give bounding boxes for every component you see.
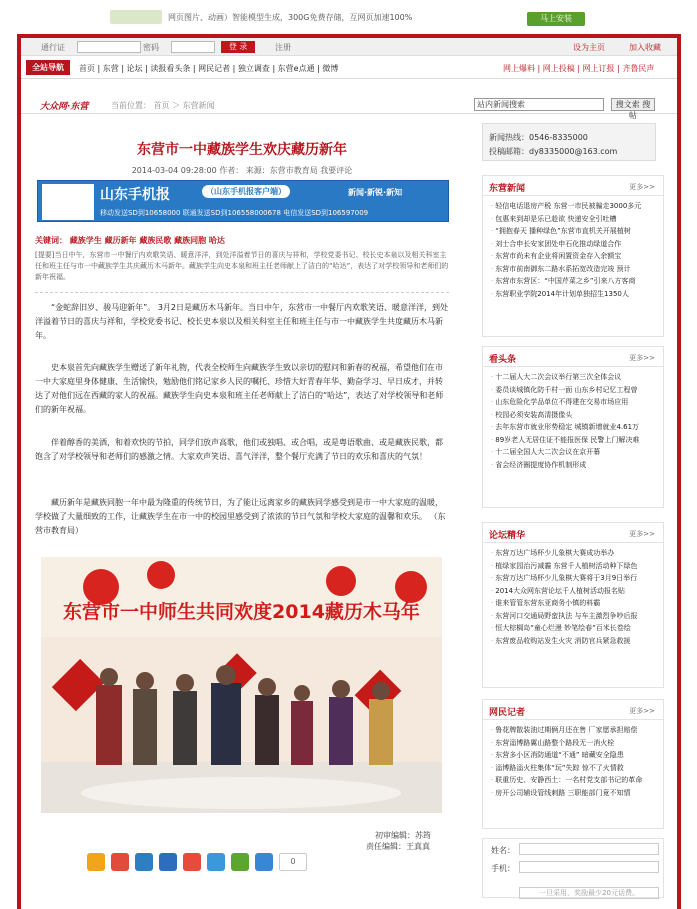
banner-title: 山东手机报 — [100, 187, 170, 203]
news-item[interactable]: · 东营万达广场杯少儿象棋大赛成功举办 — [491, 547, 655, 560]
sidebar-box-citizen-reporter — [482, 699, 664, 829]
tencent-weibo-share-icon[interactable] — [135, 853, 153, 871]
sidebar-box-forum — [482, 522, 664, 688]
news-item[interactable]: · “拥抱春天 播种绿色”东营市直机关开展植树 — [491, 225, 655, 238]
sidebar-box-headlines — [482, 346, 664, 508]
kaixin-share-icon[interactable] — [183, 853, 201, 871]
news-hotline: 新闻热线：0546-8335000 — [489, 133, 588, 142]
news-item[interactable]: · 89岁老人无居住证不能报医保 民警上门解决难 — [491, 434, 655, 447]
login-bar — [21, 38, 677, 56]
pengyou-share-icon[interactable] — [207, 853, 225, 871]
photo-graphic — [41, 557, 442, 813]
news-item[interactable]: · 东营废品收购站发生火灾 消防官兵紧急救援 — [491, 635, 655, 648]
news-item[interactable]: · 东营河口交通局野蛮执法 与车主激烈争吵后报 — [491, 610, 655, 623]
box-title: 东营新闻 — [489, 184, 526, 194]
news-item[interactable]: · 东营多小区消防通道“不通” 暗藏安全隐患 — [491, 749, 655, 762]
submission-email[interactable]: 投稿邮箱：dy8335000@163.com — [489, 147, 618, 156]
phone-input[interactable] — [519, 861, 659, 873]
douban-share-icon[interactable] — [231, 853, 249, 871]
news-item[interactable]: · 东营市尚未有企业将闲置资金存入余额宝 — [491, 250, 655, 263]
news-item[interactable]: · 2014大众网东营论坛千人植树活动报名贴 — [491, 585, 655, 598]
article-photo — [41, 557, 442, 813]
news-item[interactable]: · 校园必须安装高清摄像头 — [491, 409, 655, 422]
news-item[interactable]: · 东营市东营区：“中国芹菜之乡”引来八方客商 — [491, 275, 655, 288]
name-input[interactable] — [519, 843, 659, 855]
nav-items[interactable]: 首页 | 东营 | 论坛 | 读报看头条 | 网民记者 | 独立调查 | 东营e点通 | 微博 — [79, 64, 339, 73]
banner-tag: （山东手机报客户端） — [202, 185, 290, 198]
banner-phone-image — [42, 184, 94, 220]
article-paragraph: 伴着醇香的美酒，和着欢快的节拍，同学们放声高歌，他们或独唱、或合唱，或是粤语歌曲、或是藏族民歌，都饱含了对学校领导和老师们的感激之情。大家欢声笑语、喜气洋洋，整个餐厅充满了节日的欢乐和喜庆的气氛！ — [35, 438, 443, 461]
banner-slogan: 新闻·新锐·新知 — [348, 188, 403, 197]
mobile-paper-banner[interactable] — [37, 180, 449, 222]
breadcrumb-bar — [21, 96, 677, 120]
article-summary: [提要]当日中午，东营市一中餐厅内欢歌笑语、暖意洋洋，到处洋溢着节日的喜庆与祥和，学校党委书记、校长史本泉以及相关科室主任和班主任与市一中藏族学生共庆藏历木马新年。藏族学生向史本泉和班主任老师献上了洁白的“哈达”，表达了对学校领导和老师们的新年祝福。 — [35, 251, 449, 281]
box-title: 论坛精华 — [489, 531, 526, 541]
news-hotline-box — [482, 123, 656, 161]
divider — [35, 292, 449, 293]
tipoff-form — [482, 838, 664, 898]
news-item[interactable]: · 淄博路淄火柱集体“玩”失踪 惊不了火情救 — [491, 762, 655, 775]
article-paragraph: 藏历新年是藏族同胞一年中最为隆重的传统节日，为了能让远离家乡的藏族同学感受到是市一中大家庭的温暖，学校做了大量细致的工作，让藏族学生在市一中的校园里感受到了浓浓的节日气氛和学校大家庭的温馨和欢乐。 （东营市教育局） — [35, 498, 446, 535]
news-item[interactable]: · 植绿家园治污减霾 东营千人植树活动种下绿色 — [491, 560, 655, 573]
news-item[interactable]: · 山东危险化学品单位不得建在交易市场应用 — [491, 396, 655, 409]
more-link[interactable]: 更多>> — [629, 183, 655, 191]
news-item[interactable]: · 轻信电话退房产税 东营一市民被骗走3000多元 — [491, 200, 655, 213]
name-label: 姓名： — [491, 846, 515, 855]
user-label: 通行证 — [41, 43, 65, 52]
site-logo[interactable]: 大众网·东营 — [40, 102, 89, 112]
ad-install-button[interactable]: 马上安装 — [527, 12, 585, 26]
add-favorite-link[interactable]: 加入收藏 — [629, 43, 661, 52]
share-bar — [87, 853, 307, 873]
article-keywords[interactable]: 关键词： 藏族学生 藏历新年 藏族民歌 藏族同胞 哈达 — [35, 236, 225, 245]
photo-banner-text: 东营市一中师生共同欢度2014藏历木马年 — [63, 601, 420, 623]
search-button[interactable]: 搜文索 搜帖 — [611, 98, 655, 111]
news-item[interactable]: · 省会经济圈提度协作机制形成 — [491, 459, 655, 472]
news-item[interactable]: · 委员谈城镇化防千村一面 山东乡村记忆工程曾 — [491, 384, 655, 397]
article-meta: 2014-03-04 09:28:00 作者： 来源：东营市教育局 我要评论 — [131, 166, 353, 175]
banner-line: 移动发送SD到10658000 联通发送SD到106558000678 电信发送SD到106597009 — [100, 209, 369, 217]
reward-note: 一旦采用，奖励最少20元话费。 — [519, 887, 659, 899]
main-nav — [21, 57, 677, 79]
news-item[interactable]: · 谁来管管东营东亚商务小镇的料霸 — [491, 597, 655, 610]
more-link[interactable]: 更多>> — [629, 707, 655, 715]
more-share-icon[interactable] — [255, 853, 273, 871]
password-input[interactable] — [171, 41, 215, 53]
article-title: 东营市一中藏族学生欢庆藏历新年 — [137, 142, 347, 158]
phone-label: 手机： — [491, 864, 515, 873]
first-editor: 初审编辑：苏筠 — [375, 831, 431, 840]
weibo-share-icon[interactable] — [111, 853, 129, 871]
top-ad-bar — [0, 0, 697, 30]
news-item[interactable]: · 东营淄博路翼山路整个路段无一消火栓 — [491, 737, 655, 750]
more-link[interactable]: 更多>> — [629, 530, 655, 538]
ad-text: 网页图片、动画）智能模型生成，300G免费存储，互网页加速100% — [168, 13, 413, 22]
news-item[interactable]: · 恒大棕榈岛“童心烂漫 妙笔绘春”百米长卷绘 — [491, 622, 655, 635]
more-link[interactable]: 更多>> — [629, 354, 655, 362]
news-item[interactable]: · 房开公司辅设管线刺路 三职能部门竟不知情 — [491, 787, 655, 800]
set-home-link[interactable]: 设为主页 — [573, 43, 605, 52]
news-item[interactable]: · 东营万达广场杯少儿象棋大赛将于3月9日举行 — [491, 572, 655, 585]
ad-logo — [110, 10, 162, 24]
breadcrumb[interactable]: 当前位置： 首页 ＞ 东营新闻 — [111, 101, 215, 110]
sidebar-box-dongying-news — [482, 175, 664, 337]
box-title: 看头条 — [489, 355, 517, 365]
news-item[interactable]: · 鲁花牌散装油过期俩月还在售 厂家愿承担赔偿 — [491, 724, 655, 737]
news-item[interactable]: · 刘士合申长安家团处申石化推动绿道合作 — [491, 238, 655, 251]
news-item[interactable]: · 十二届人大二次会议举行第三次全体会议 — [491, 371, 655, 384]
box-title: 网民记者 — [489, 708, 526, 718]
renren-share-icon[interactable] — [159, 853, 177, 871]
article-paragraph: “金蛇辞旧岁、骏马迎新年”。 3月2日是藏历木马新年。当日中午，东营市一中餐厅内欢歌笑语、暖意洋洋，到处洋溢着节日的喜庆与祥和，学校党委书记、校长史本泉以及相关科室主任和班主任与市一中藏族学生共度藏历木马新年。 — [35, 303, 449, 340]
news-item[interactable]: · 十二届全国人大二次会议在京开幕 — [491, 446, 655, 459]
qzone-share-icon[interactable] — [87, 853, 105, 871]
nav-right-items[interactable]: 网上爆料 | 网上投稿 | 网上订报 | 齐鲁民声 — [503, 64, 655, 73]
news-item[interactable]: · 去年东营市就业形势稳定 城镇新增就业4.61万 — [491, 421, 655, 434]
responsible-editor: 责任编辑：王真真 — [366, 842, 430, 851]
register-link[interactable]: 注册 — [275, 43, 291, 52]
share-count: 0 — [279, 853, 307, 871]
news-item[interactable]: · 包惠来到却是乐已趁欲 快递安全引吐槽 — [491, 213, 655, 226]
news-item[interactable]: · 东营市前南御东二路水系拓宽改造完竣 预计 — [491, 263, 655, 276]
username-input[interactable] — [77, 41, 141, 53]
news-item[interactable]: · 东营职业学院2014年计划单独招生1350人 — [491, 288, 655, 301]
search-input[interactable]: 站内新闻搜索 — [474, 98, 604, 111]
article-paragraph: 史本泉首先向藏族学生赠送了新年礼物，代表全校师生向藏族学生致以亲切的慰问和新春的祝福，希望他们在市一中大家庭里身体健康、生活愉快，勉励他们铭记家乡人民的嘱托、珍惜大好青春年华、勤奋学习、早日成才，并转达了对他们远在西藏的家人的祝福。藏族学生向史本泉和班主任老师献上了洁白的“哈达”，表达了对学校领导和老师们的新年祝福。 — [35, 363, 444, 414]
password-label: 密码 — [143, 43, 159, 52]
login-button[interactable]: 登 录 — [221, 41, 255, 53]
site-nav-badge[interactable]: 全站导航 — [26, 60, 70, 75]
news-item[interactable]: · 联重历史、安静西土：一名村党支部书记的革命 — [491, 774, 655, 787]
